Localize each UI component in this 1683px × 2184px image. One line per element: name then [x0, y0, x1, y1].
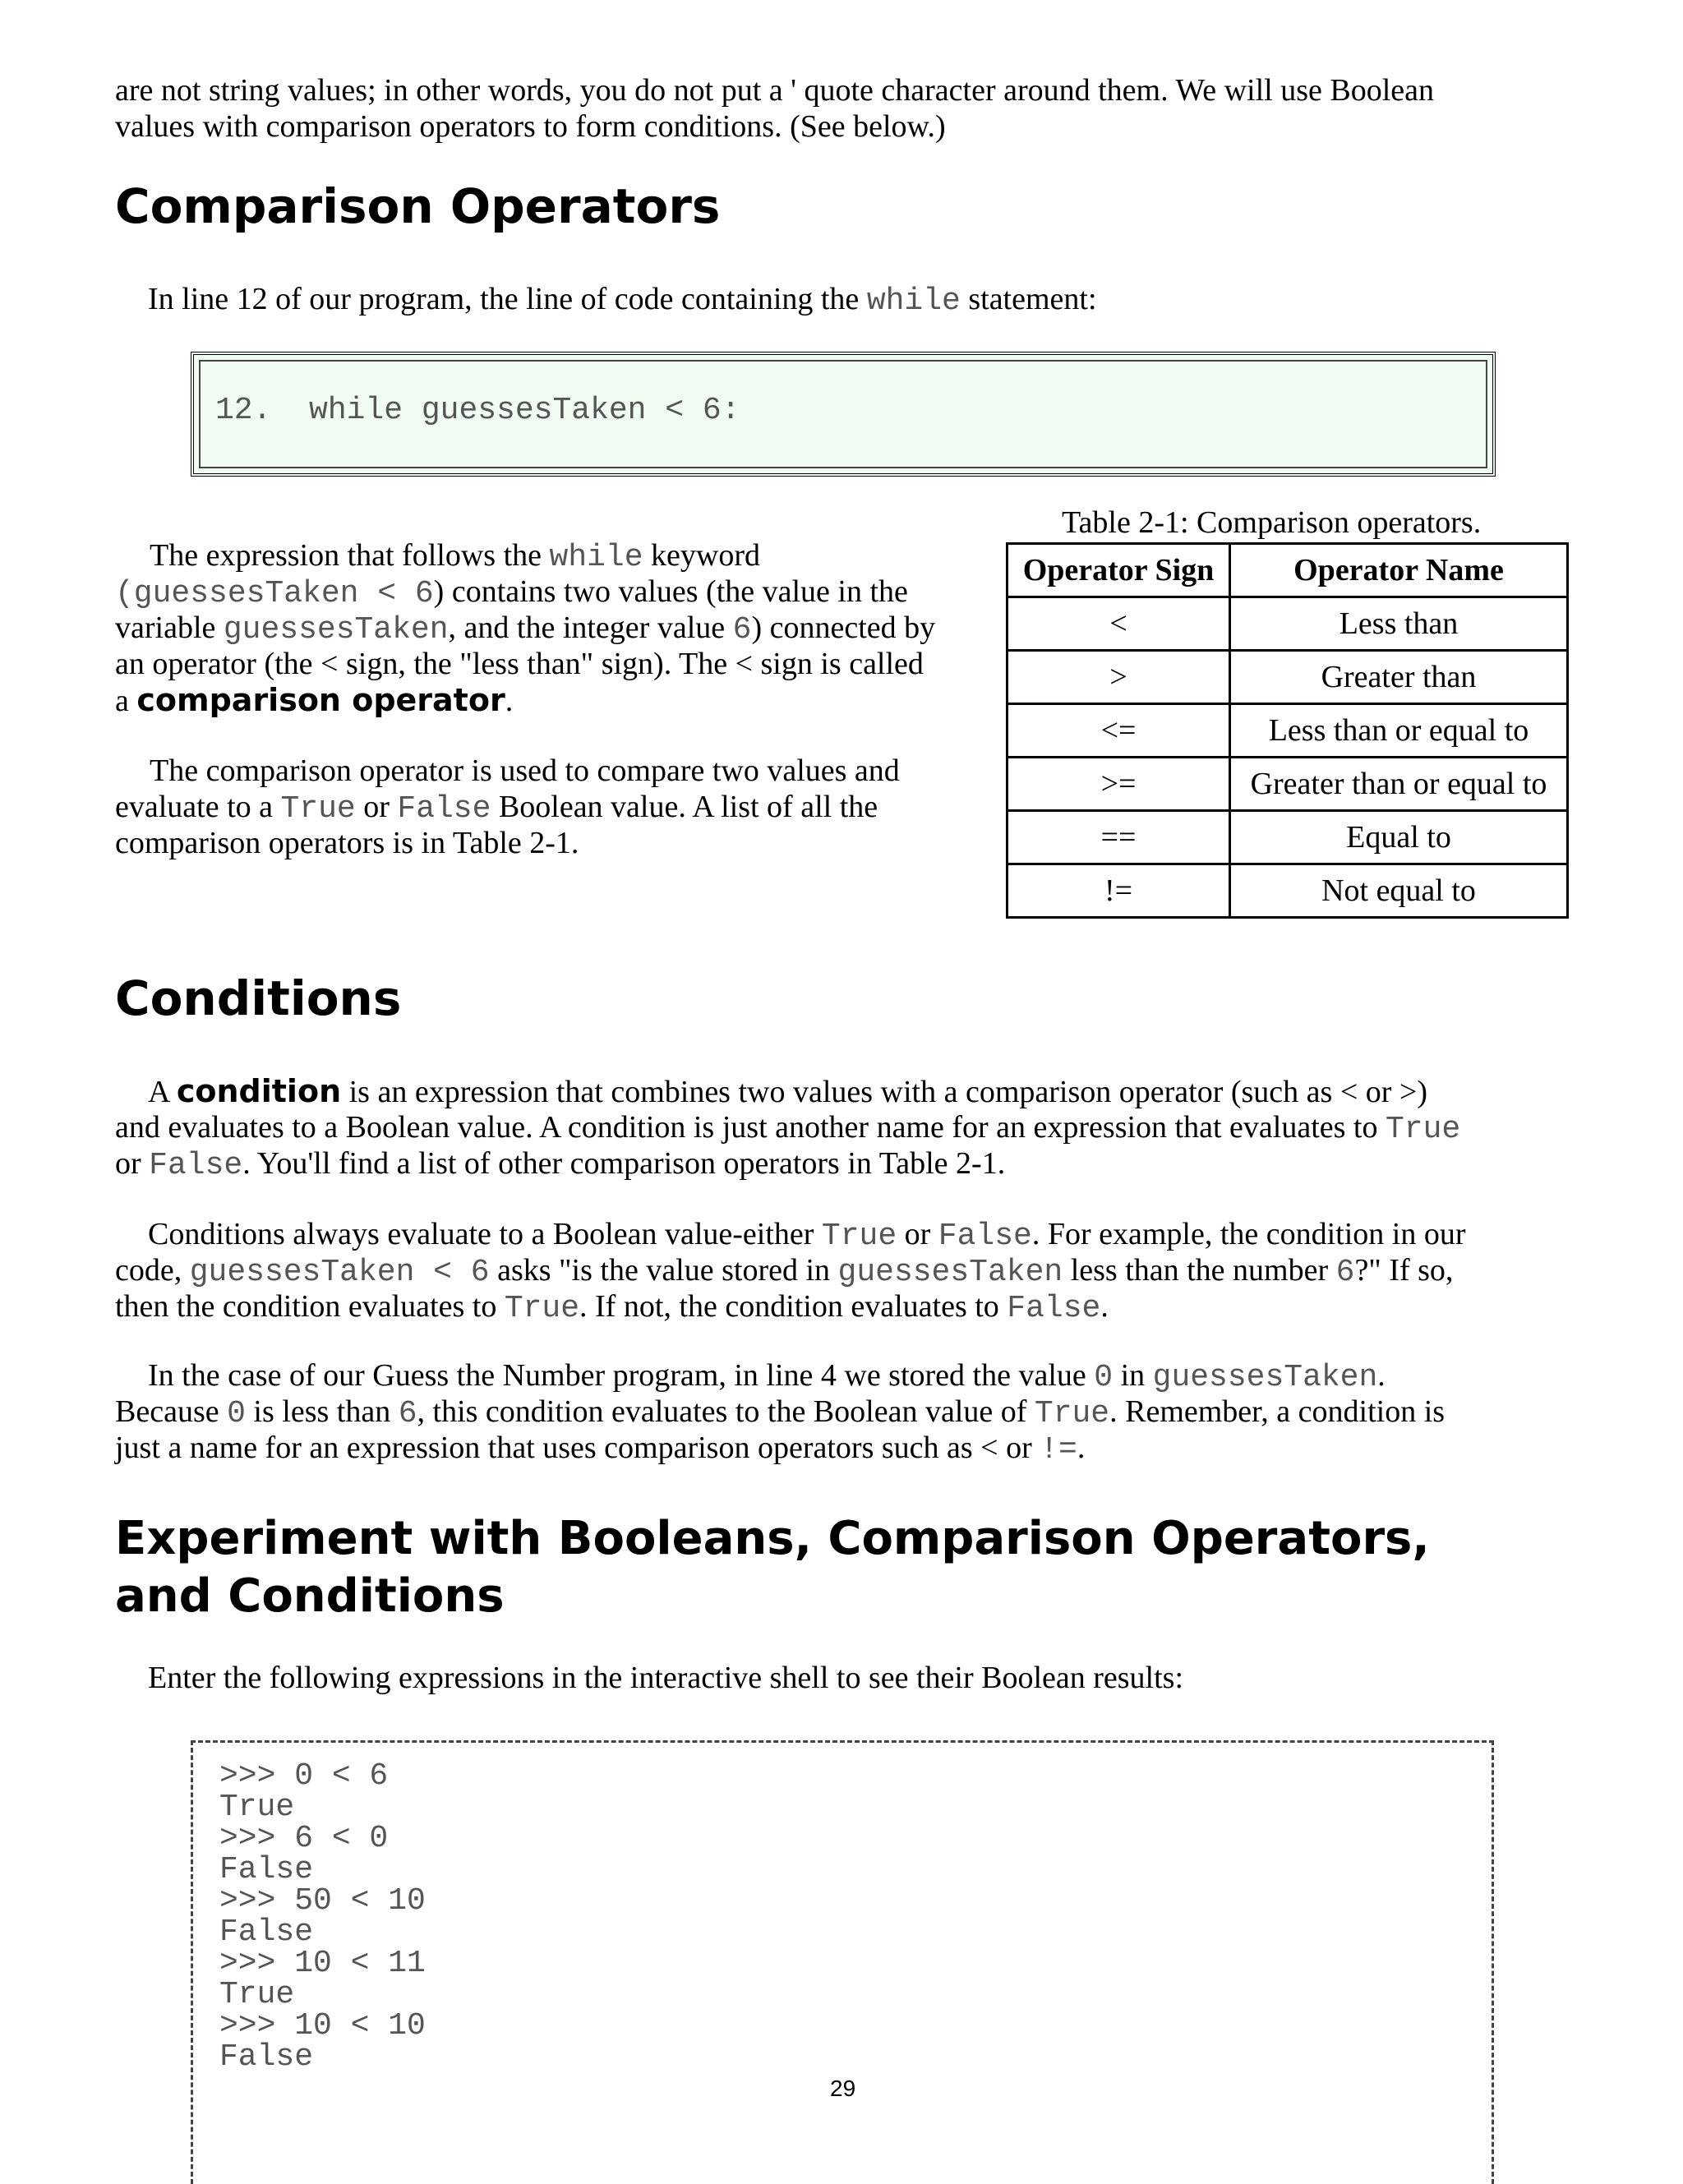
table-row	[1007, 597, 1568, 651]
section3-paragraph-1: Enter the following expressions in the interactive shell to see their Boolean results:	[148, 1661, 1184, 1695]
page-number: 29	[830, 2076, 856, 2101]
interactive-shell-listing	[191, 1740, 1494, 2184]
shell-line: False	[219, 1852, 314, 1887]
table-cell: Greater than or equal to	[1230, 758, 1568, 811]
shell-line: True	[219, 1977, 295, 2012]
inline-code: while	[866, 283, 961, 319]
table-cell: <	[1007, 597, 1230, 651]
table-cell: <=	[1007, 704, 1230, 758]
intro-line-2: values with comparison operators to form conditions. (See below.)	[115, 109, 946, 144]
section1-paragraph-1: In line 12 of our program, the line of code containing the while statement:	[148, 282, 1097, 319]
table-header-row	[1007, 544, 1568, 597]
table-header: Operator Name	[1230, 544, 1568, 597]
heading-comparison-operators: Comparison Operators	[115, 178, 721, 234]
heading-experiment: Experiment with Booleans, Comparison Operators, and Conditions	[115, 1512, 1430, 1623]
table-cell: Less than	[1230, 597, 1568, 651]
shell-line: False	[219, 2039, 314, 2075]
shell-line: False	[219, 1914, 314, 1950]
shell-line: True	[219, 1790, 295, 1825]
table-header: Operator Sign	[1007, 544, 1230, 597]
table-caption: Table 2-1: Comparison operators.	[1062, 505, 1482, 540]
table-cell: Greater than	[1230, 651, 1568, 704]
shell-line: >>> 10 < 10	[219, 2008, 426, 2043]
term-condition: condition	[176, 1073, 342, 1109]
comparison-operators-table	[1006, 542, 1569, 919]
table-cell: ==	[1007, 811, 1230, 864]
table-row	[1007, 704, 1568, 758]
table-cell: >	[1007, 651, 1230, 704]
table-cell: >=	[1007, 758, 1230, 811]
table-cell: !=	[1007, 864, 1230, 918]
shell-line: >>> 6 < 0	[219, 1821, 389, 1856]
table-row	[1007, 758, 1568, 811]
book-page: are not string values; in other words, you do not put a ' quote character around them. We will use Boolean values with comparison operators to form conditions. (See below.) Comparison Operators In line 12 of our program, the line of code containing the while statement: 12. while guessesTaken < 6: The expression that follows the while keyword (guessesTaken < 6) contains two values (the value in the variable guessesTaken, and the integer value 6) connected by an operator (the < sign, the "less than" sign). The < sign is called a comparison operator. The comparison operator is used to compare two values and evaluate to a True or False Boolean value. A list of all the comparison operators is in Table 2-1. Table 2-1: Comparison operators. Operator Sign Operator Name < Less than > Greater than <= Less than or equal to >= Greater than or equal to == Equal to != Not equal to Conditions A condition is an expression that combines two values with a comparison operator (such as < or >) and evaluates to a Boolean value. A condition is just another name for an expression that evaluates to True or False. You'll find a list of other comparison operators in Table 2-1. Conditions always evaluate to a Boolean value-either True or False. For example, the condition in our code, guessesTaken < 6 asks "is the value stored in guessesTaken less than the number 6?" If so, then the condition evaluates to True. If not, the condition evaluates to False. In the case of our Guess the Number program, in line 4 we stored the value 0 in guessesTaken. Because 0 is less than 6, this condition evaluates to the Boolean value of True. Remember, a condition is just a name for an expression that uses comparison operators such as < or !=. Experiment with Booleans, Comparison Operators, and Conditions Enter the following expressions in the interactive shell to see their Boolean results: >>> 0 < 6 True >>> 6 < 0 False >>> 50 < 10 False >>> 10 < 11 True >>> 10 < 10 False 29	[0, 0, 1683, 2177]
code-listing-box	[191, 352, 1496, 477]
heading-conditions: Conditions	[115, 970, 402, 1026]
shell-line: >>> 0 < 6	[219, 1758, 389, 1794]
table-row	[1007, 811, 1568, 864]
table-row	[1007, 651, 1568, 704]
table-cell: Less than or equal to	[1230, 704, 1568, 758]
shell-line: >>> 10 < 11	[219, 1946, 426, 1981]
shell-line: >>> 50 < 10	[219, 1883, 426, 1919]
code-line: 12. while guessesTaken < 6:	[215, 393, 740, 428]
intro-line-1: are not string values; in other words, you do not put a ' quote character around them. We will use Boolean	[115, 73, 1435, 108]
term-comparison-operator: comparison operator	[136, 682, 505, 718]
table-row	[1007, 864, 1568, 918]
table-cell: Equal to	[1230, 811, 1568, 864]
table-cell: Not equal to	[1230, 864, 1568, 918]
